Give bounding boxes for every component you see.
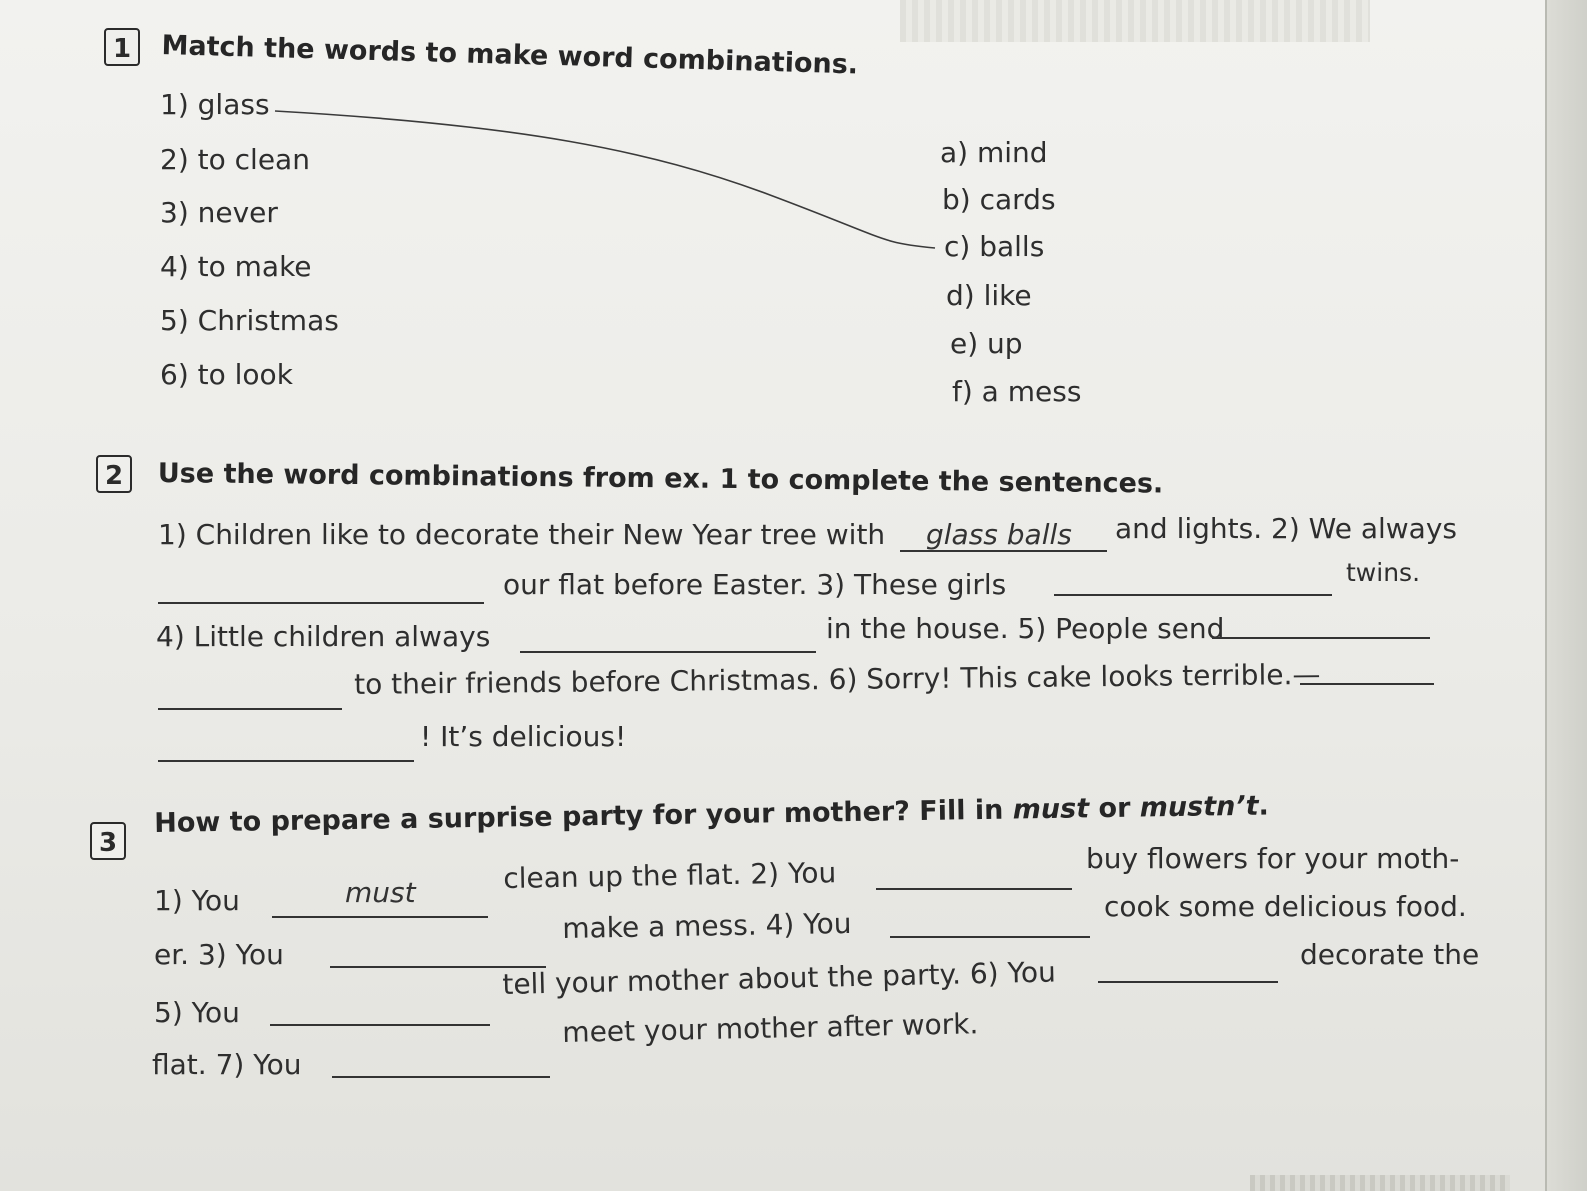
sentence-text: 1) Children like to decorate their New Year tree with [158, 518, 886, 551]
answer-blank[interactable] [1098, 981, 1278, 983]
title-keyword-must: must [1012, 793, 1090, 826]
sentence-text: flat. 7) You [152, 1048, 302, 1081]
sentence-text: decorate the [1300, 938, 1480, 971]
exercise-number: 2 [96, 455, 132, 493]
sentence-text: 4) Little children always [156, 620, 491, 653]
answer-blank[interactable] [270, 1024, 490, 1026]
answer-blank[interactable] [1212, 637, 1430, 639]
right-item: d) like [946, 279, 1032, 312]
answer-blank[interactable] [158, 602, 484, 604]
sentence-text: in the house. 5) People send [826, 612, 1225, 645]
sentence-text: ! It’s delicious! [420, 720, 627, 753]
right-item: f) a mess [952, 375, 1082, 408]
filled-answer: must [345, 876, 416, 909]
left-item: 2) to clean [160, 143, 310, 176]
sentence-text: 1) You [154, 884, 240, 917]
answer-blank[interactable] [272, 916, 488, 918]
answer-blank[interactable] [890, 936, 1090, 938]
answer-blank[interactable] [1300, 683, 1434, 685]
sentence-text: tell your mother about the party. 6) You [502, 955, 1057, 1001]
right-item: c) balls [944, 230, 1045, 263]
sentence-text: clean up the flat. 2) You [503, 856, 837, 895]
answer-blank[interactable] [1054, 594, 1332, 596]
sentence-text: and lights. 2) We always [1115, 512, 1457, 545]
filled-answer: glass balls [926, 518, 1072, 551]
exercise-title: Match the words to make word combinations. [161, 30, 859, 81]
right-item: a) mind [940, 136, 1048, 169]
left-item: 3) never [160, 196, 278, 229]
title-text: or [1088, 792, 1141, 825]
title-keyword-mustnt: mustn’t [1139, 790, 1259, 824]
sentence-text: twins. [1346, 558, 1421, 587]
answer-blank[interactable] [520, 651, 816, 653]
sentence-text: buy flowers for your moth- [1086, 842, 1460, 875]
answer-blank[interactable] [332, 1076, 550, 1078]
sentence-text: make a mess. 4) You [562, 906, 852, 945]
left-item: 5) Christmas [160, 304, 339, 337]
right-item: e) up [950, 327, 1023, 360]
right-item: b) cards [942, 183, 1056, 216]
title-text: . [1258, 790, 1269, 822]
left-item: 1) glass [160, 88, 270, 121]
exercise-title: Use the word combinations from ex. 1 to complete the sentences. [157, 458, 1164, 500]
sentence-text: meet your mother after work. [562, 1007, 979, 1049]
sentence-text: to their friends before Christmas. 6) Sorry! This cake looks terrible.— [354, 657, 1321, 701]
sentence-text: er. 3) You [154, 938, 284, 971]
left-item: 4) to make [160, 250, 312, 283]
answer-blank[interactable] [876, 888, 1072, 890]
left-item: 6) to look [160, 358, 293, 391]
answer-blank[interactable] [158, 760, 414, 762]
exercise-number: 1 [104, 28, 140, 66]
exercise-number: 3 [90, 822, 126, 860]
sentence-text: 5) You [154, 996, 240, 1029]
sentence-text: our flat before Easter. 3) These girls [503, 568, 1007, 601]
answer-blank[interactable] [158, 708, 342, 710]
sentence-text: cook some delicious food. [1104, 890, 1467, 923]
title-text: How to prepare a surprise party for your mother? Fill in [154, 794, 1014, 839]
